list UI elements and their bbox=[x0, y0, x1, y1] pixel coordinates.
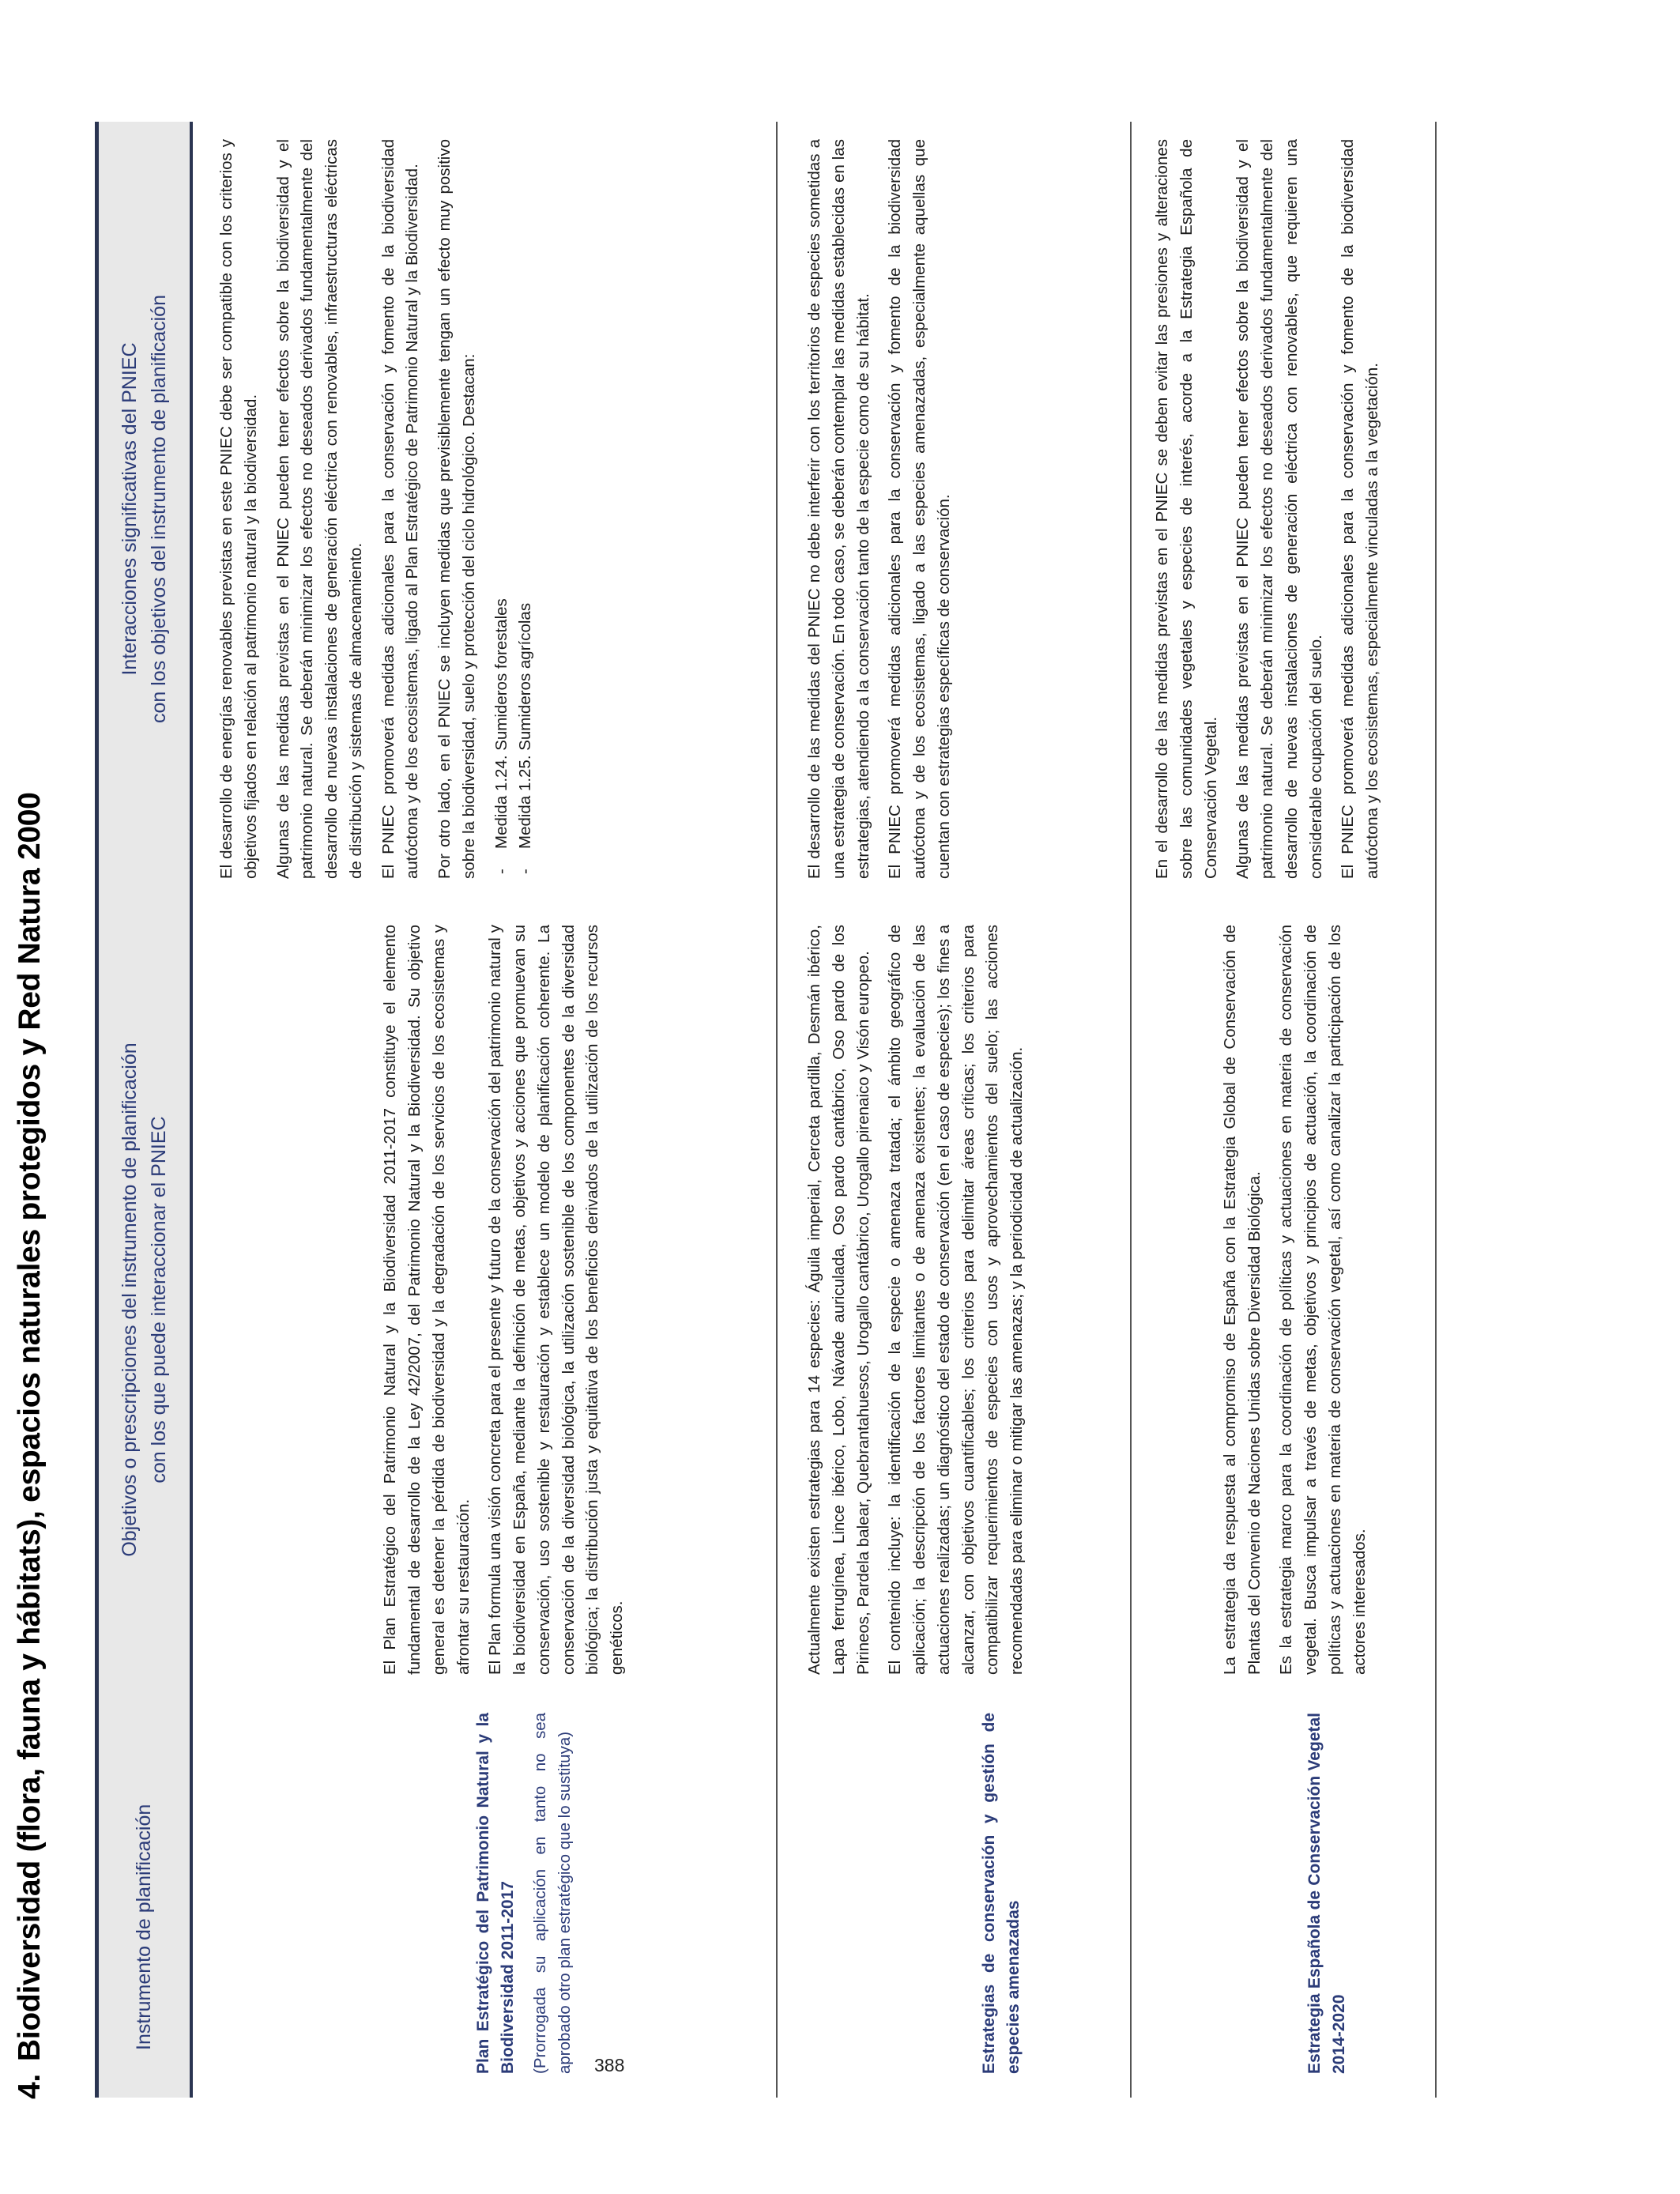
instrument-cell bbox=[193, 1698, 776, 2098]
planning-table bbox=[95, 122, 1437, 2098]
header-interactions-line1: Interacciones significativas del PNIEC bbox=[119, 342, 141, 676]
objective-paragraph: La estrategia da respuesta al compromiso de España con la Estrategia Global de Conservación de Plantas del Convenio de Naciones Unidas sobre Diversidad Biológica. bbox=[1220, 925, 1264, 1675]
measure-item: - Medida 1.25. Sumideros agrícolas bbox=[514, 139, 538, 879]
interactions-cell bbox=[193, 122, 776, 903]
instrument-cell bbox=[1132, 1698, 1435, 2098]
interaction-paragraph: Por otro lado, en el PNIEC se incluyen medidas que previsiblemente tengan un efecto muy positivo sobre la biodiversidad, suelo y protección del ciclo hidrológico. Destacan: bbox=[435, 139, 478, 879]
header-interactions bbox=[99, 122, 190, 903]
header-instrument bbox=[99, 1698, 190, 2098]
instrument-name: Plan Estratégico del Patrimonio Natural y la Biodiversidad 2011-2017 bbox=[473, 1713, 518, 2074]
interaction-paragraph: El PNIEC promoverá medidas adicionales para la conservación y fomento de la biodiversidad autóctona y los ecosistemas, especialmente vinculadas a la vegetación. bbox=[1339, 139, 1381, 879]
interaction-paragraph: El PNIEC promoverá medidas adicionales para la conservación y fomento de la biodiversidad autóctona y de los ecosistemas, ligado al Plan Estratégico de Patrimonio Natural y la Biodiversidad. bbox=[379, 139, 422, 879]
header-instrument-label: Instrumento de planificación bbox=[133, 1804, 156, 2050]
measures-list bbox=[490, 139, 539, 879]
header-objectives bbox=[99, 903, 190, 1698]
header-objectives-line1: Objetivos o prescripciones del instrumento de planificación bbox=[119, 1042, 141, 1557]
table-row bbox=[193, 122, 778, 2098]
section-title-text: Biodiversidad (flora, fauna y hábitats), espacios naturales protegidos y Red Natura 2000 bbox=[13, 792, 47, 2062]
section-title bbox=[13, 792, 47, 2099]
header-interactions-line2: con los objetivos del instrumento de planificación bbox=[147, 295, 170, 723]
objectives-cell bbox=[1132, 903, 1435, 1698]
objectives-cell bbox=[193, 903, 776, 1698]
objective-paragraph: El Plan Estratégico del Patrimonio Natural y la Biodiversidad 2011-2017 constituye el elemento fundamental de desarrollo de la Ley 42/2007, del Patrimonio Natural y la Biodiversidad. Su objetivo general es detener la pérdida de biodiversidad y la degradación de los servicios de los ecosistemas y afrontar su restauración. bbox=[381, 925, 473, 1675]
interaction-paragraph: Algunas de las medidas previstas en el PNIEC pueden tener efectos sobre la biodiversidad y el patrimonio natural. Se deberán minimizar los efectos no deseados derivados fundamentalmente del desarrollo de nuevas instalaciones de generación eléctrica con renovables, que requieren una considerable ocupación del suelo. bbox=[1234, 139, 1325, 879]
table-row bbox=[778, 122, 1132, 2098]
objective-paragraph: El contenido incluye: la identificación de la especie o amenaza tratada; el ámbito geográfico de aplicación; la descripción de los factores limitantes o de amenaza existentes; la evaluación de las actuaciones realizadas; un diagnóstico del estado de conservación (en el caso de especies); los fines a alcanzar, con objetivos cuantificables; los criterios para delimitar áreas críticas; los criterios para compatibilizar requerimientos de especies con usos y aprovechamientos del suelo; las acciones recomendadas para eliminar o mitigar las amenazas; y la periodicidad de actualización. bbox=[886, 925, 1026, 1675]
measure-item: - Medida 1.24. Sumideros forestales bbox=[490, 139, 514, 879]
interaction-paragraph: El desarrollo de energías renovables previstas en este PNIEC debe ser compatible con los criterios y objetivos fijados en relación al patrimonio natural y la biodiversidad. bbox=[217, 139, 260, 879]
instrument-note: (Prorrogada su aplicación en tanto no sea aprobado otro plan estratégico que lo sustituya) bbox=[530, 1713, 574, 2074]
interactions-cell bbox=[1132, 122, 1435, 903]
objective-paragraph: El Plan formula una visión concreta para el presente y futuro de la conservación del patrimonio natural y la biodiversidad en España, mediante la definición de metas, objetivos y acciones que promuevan su conservación, uso sostenible y restauración y establece un modelo de planificación coherente. La conservación de la diversidad biológica, la utilización sostenible de los componentes de la diversidad biológica; la distribución justa y equitativa de los beneficios derivados de la utilización de los recursos genéticos. bbox=[486, 925, 626, 1675]
interaction-paragraph: El PNIEC promoverá medidas adicionales para la conservación y fomento de la biodiversidad autóctona y de los ecosistemas, ligado a las especies amenazadas, especialmente aquellas que cuentan con estrategias específicas de conservación. bbox=[886, 139, 953, 879]
objective-paragraph: Actualmente existen estrategias para 14 especies: Águila imperial, Cerceta pardilla, Desmán ibérico, Lapa ferrugínea, Lince ibérico, Lobo, Návade auriculada, Oso pardo cantábrico, Oso pardo de los Pirineos, Pardela balear, Quebrantahuesos, Urogallo cantábrico, Urogallo pirenaico y Visón europeo. bbox=[805, 925, 872, 1675]
section-number: 4. bbox=[13, 2074, 47, 2099]
page-number: 388 bbox=[594, 2055, 625, 2075]
instrument-cell bbox=[778, 1698, 1130, 2098]
objectives-cell bbox=[778, 903, 1130, 1698]
instrument-name: Estrategia Española de Conservación Vegetal 2014-2020 bbox=[1305, 1713, 1348, 2074]
interaction-paragraph: El desarrollo de las medidas del PNIEC no debe interferir con los territorios de especies sometidas a una estrategia de conservación. En todo caso, se deberán contemplar las medidas establecidas en las estrategias, atendiendo a la conservación tanto de la especie como de su hábitat. bbox=[805, 139, 872, 879]
instrument-name: Estrategias de conservación y gestión de especies amenazadas bbox=[979, 1713, 1023, 2074]
interaction-paragraph: Algunas de las medidas previstas en el PNIEC pueden tener efectos sobre la biodiversidad y el patrimonio natural. Se deberán minimizar los efectos no deseados derivados fundamentalmente del desarrollo de nuevas instalaciones de generación eléctrica con renovables, infraestructuras eléctricas de distribución y sistemas de almacenamiento. bbox=[273, 139, 365, 879]
interactions-cell bbox=[778, 122, 1130, 903]
table-header bbox=[95, 122, 193, 2098]
header-objectives-line2: con los que puede interaccionar el PNIEC bbox=[147, 1116, 170, 1483]
objective-paragraph: Es la estrategia marco para la coordinación de políticas y actuaciones en materia de conservación vegetal. Busca impulsar a través de metas, objetivos y principios de actuación, la coordinación de políticas y actuaciones en materia de conservación vegetal, así como canalizar la participación de los actores interesados. bbox=[1277, 925, 1369, 1675]
table-row bbox=[1132, 122, 1437, 2098]
interaction-paragraph: En el desarrollo de las medidas previstas en el PNIEC se deben evitar las presiones y alteraciones sobre las comunidades vegetales y especies de interés, acorde a la Estrategia Española de Conservación Vegetal. bbox=[1153, 139, 1220, 879]
